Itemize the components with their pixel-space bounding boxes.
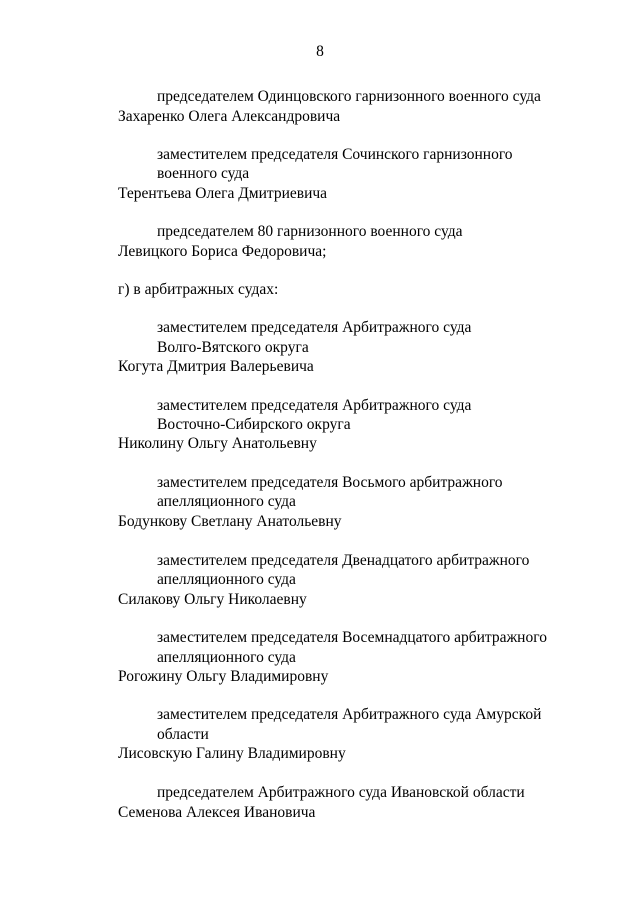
page-number: 8 — [316, 43, 324, 60]
entry-name: Силакову Ольгу Николаевну — [118, 591, 307, 608]
entry-name: Захаренко Олега Александровича — [118, 108, 341, 125]
entry-position-line: области — [157, 726, 209, 743]
entry-name: Рогожину Ольгу Владимировну — [118, 668, 329, 685]
entry-position-line: председателем 80 гарнизонного военного суда — [157, 223, 463, 240]
entry-name: Левицкого Бориса Федоровича; — [118, 243, 327, 260]
entry-position-line: заместителем председателя Арбитражного суда Амурской — [157, 706, 542, 723]
entry-position-line: военного суда — [157, 165, 250, 182]
entry-position-line: председателем Арбитражного суда Ивановской области — [157, 784, 525, 801]
entry-name: Лисовскую Галину Владимировну — [118, 745, 346, 762]
entry-position-line: заместителем председателя Восемнадцатого арбитражного — [157, 629, 547, 646]
entry-position-line: заместителем председателя Арбитражного суда — [157, 319, 472, 336]
entry-position-line: заместителем председателя Восьмого арбитражного — [157, 474, 503, 491]
entry-name: Семенова Алексея Ивановича — [118, 804, 316, 821]
entry-name: Николину Ольгу Анатольевну — [118, 435, 317, 452]
entry-position-line: Восточно-Сибирского округа — [157, 416, 351, 433]
entry-position-line: заместителем председателя Двенадцатого арбитражного — [157, 552, 530, 569]
entry-position-line: заместителем председателя Сочинского гарнизонного — [157, 146, 513, 163]
entry-position-line: апелляционного суда — [157, 649, 296, 666]
entry-position-line: председателем Одинцовского гарнизонного военного суда — [157, 88, 541, 105]
entry-position-line: апелляционного суда — [157, 571, 296, 588]
entry-position-line: заместителем председателя Арбитражного суда — [157, 397, 472, 414]
entry-name: Когута Дмитрия Валерьевича — [118, 358, 314, 375]
entry-name: Терентьева Олега Дмитриевича — [118, 185, 328, 202]
entry-position-line: Волго-Вятского округа — [157, 339, 309, 356]
section-heading: г) в арбитражных судах: — [118, 281, 279, 298]
entry-name: Бодункову Светлану Анатольевну — [118, 513, 342, 530]
entry-position-line: апелляционного суда — [157, 493, 296, 510]
